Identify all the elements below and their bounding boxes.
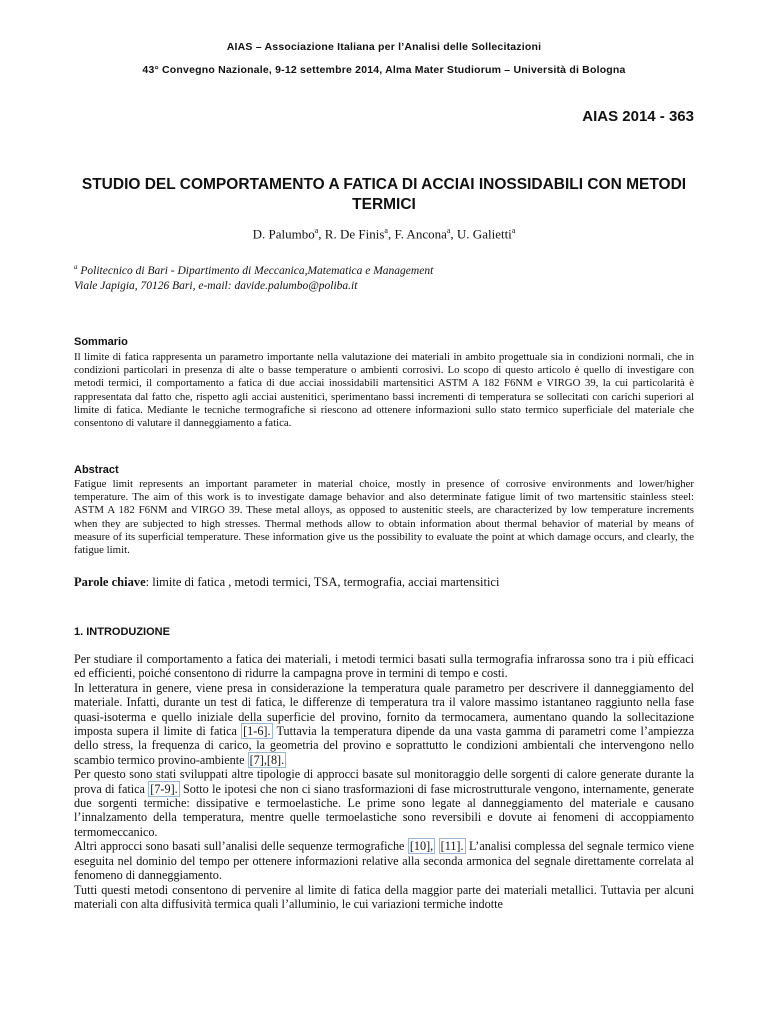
paragraph: Altri approcci sono basati sull’analisi delle sequenze termografiche [10], [11]. L’analisi complessa del segnale termico viene eseguita nel dominio del tempo per ottenere informazioni relative alla seconda armonica del segnale direttamente correlata al fenomeno di danneggiamento. bbox=[74, 839, 695, 883]
paragraph: Per questo sono stati sviluppati altre tipologie di approcci basate sul monitoraggio delle sorgenti di calore generate durante la prova di fatica [7-9]. Sotto le ipotesi che non ci siano trasformazioni di fase microstrutturale vengono, internamente, generate due sorgenti termiche: dissipative e termoelastiche. Le prime sono legate al danneggiamento del materiale e causano l’innalzamento della temperatura, mentre quelle termoelastiche sono reversibili e dovute ai fenomeni di accoppiamento termomeccanico. bbox=[74, 767, 694, 839]
keywords-label: Parole chiave bbox=[74, 575, 146, 589]
abstract-heading: Abstract bbox=[74, 464, 119, 476]
paragraph: Tutti questi metodi consentono di pervenire al limite di fatica della maggior parte dei materiali metallici. Tuttavia per alcuni materiali con alta diffusività termica quali l’alluminio, le cui variazioni termiche indotte bbox=[74, 882, 694, 911]
author-name: U. Galietti bbox=[456, 226, 512, 242]
affiliation bbox=[74, 260, 694, 294]
sommario-heading: Sommario bbox=[74, 336, 128, 348]
citation-link[interactable]: [7-9]. bbox=[150, 781, 178, 796]
author-name: F. Ancona bbox=[394, 226, 447, 242]
paper-title: STUDIO DEL COMPORTAMENTO A FATICA DI ACCIAI INOSSIDABILI CON METODI TERMICI bbox=[81, 176, 687, 213]
author-name: D. Palumbo bbox=[252, 226, 315, 242]
section-heading-introduzione: 1. INTRODUZIONE bbox=[74, 626, 170, 638]
paper-code: AIAS 2014 - 363 bbox=[582, 108, 694, 125]
paragraph: In letteratura in genere, viene presa in considerazione la temperatura quale parametro per descrivere il danneggiamento del materiale. Infatti, durante un test di fatica, le differenze di temperatura tra il valore massimo istantaneo raggiunto nella fase quasi-isoterma e quello iniziale della superficie del provino, fornito da termocamera, aumentano quando la sollecitazione imposta supera il limite di fatica [1-6]. Tuttavia la temperatura dipende da una vasta gamma di parametri come l’ampiezza dello stress, la frequenza di carico, la geometria del provino e soprattutto le condizioni ambientali che intervengono nello scambio termico provino-ambiente [7],[8]. bbox=[74, 680, 694, 767]
keywords-list: : limite di fatica , metodi termici, TSA, termografia, acciai martensitici bbox=[145, 575, 500, 589]
paragraph: Per studiare il comportamento a fatica dei materiali, i metodi termici basati sulla termografia infrarossa sono tra i più efficaci ed efficienti, poiché consentono di ridurre la campagna prove in termini di tempo e costi. bbox=[74, 652, 694, 681]
author-affil-mark: a bbox=[314, 226, 319, 235]
author-affil-mark: a bbox=[384, 226, 388, 235]
author-name: R. De Finis bbox=[324, 226, 385, 242]
affiliation-line1: $^a$ Politecnico di Bari - Dipartimento di Meccanica,Matematica e Management bbox=[74, 263, 434, 277]
affiliation-mark: a bbox=[74, 263, 78, 271]
keywords bbox=[74, 575, 499, 590]
sommario-text: Il limite di fatica rappresenta un parametro importante nella valutazione dei materiali in ambito progettuale sia in condizioni normali, che in condizioni particolari in presenza di alte o basse temperature o ambienti corrosivi. Lo scopo di questo articolo è quello di investigare con metodi termici, il comportamento a fatica di due acciai inossidabili martensitici ASTM A 182 F6NM e VIRGO 39, la cui particolarità è rappresentata dal fatto che, rispetto agli acciai austenitici, sperimentano bassi incrementi di temperatura se sollecitati con carichi superiori al limite di fatica. Mediante le tecniche termografiche si riescono ad ottenere informazioni sullo stato termico superficiale del materiale che consentono di valutare il danneggiamento a fatica. bbox=[74, 351, 694, 430]
citation-link[interactable]: [1-6]. bbox=[243, 724, 271, 739]
affiliation-line2: Viale Japigia, 70126 Bari, e-mail: davide.palumbo@poliba.it bbox=[74, 279, 358, 292]
abstract-text: Fatigue limit represents an important parameter in material choice, mostly in presence of corrosive environments and lower/higher temperature. The aim of this work is to investigate damage behavior and also determinate fatigue limit of two martensitic stainless steel: ASTM A 182 F6NM and VIRGO 39. These metal alloys, as opposed to austenitic steels, are characterized by low temperature increments when they are subjected to high stresses. Thermal methods allow to obtain information about thermal behavior of material by means of measure of its superficial temperature. These information give us the possibility to evaluate the point at which damage occurs, and clearly, the fatigue limit. bbox=[74, 478, 694, 557]
conference-header-line2: 43° Convegno Nazionale, 9-12 settembre 2014, Alma Mater Studiorum – Università di Bologna bbox=[142, 64, 626, 76]
citation-link[interactable]: [10], bbox=[409, 839, 434, 854]
citation-link[interactable]: [11]. bbox=[440, 839, 464, 854]
introduction-body bbox=[74, 652, 694, 911]
author-affil-mark: a bbox=[511, 226, 516, 235]
author-affil-mark: a bbox=[446, 226, 451, 235]
citation-link[interactable]: [7],[8]. bbox=[249, 752, 285, 767]
author-list: D. Palumbo$^a$, R. De Finis$^a$, F. Ancona$^a$, U. Galietti$^a$ bbox=[252, 226, 516, 242]
conference-header-line1: AIAS – Associazione Italiana per l’Analisi delle Sollecitazioni bbox=[226, 41, 542, 53]
